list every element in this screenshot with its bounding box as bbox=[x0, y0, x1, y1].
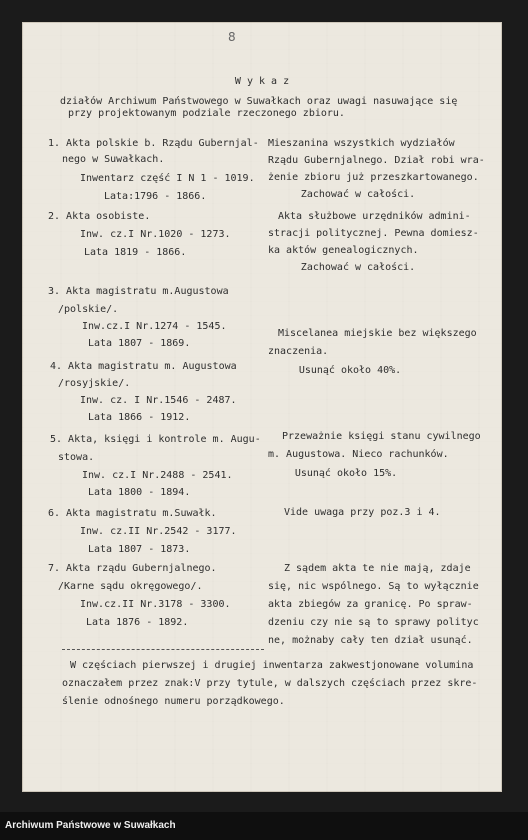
archive-watermark-text: Archiwum Państwowe w Suwałkach bbox=[5, 820, 176, 831]
right-line-9: Miscelanea miejskie bez większego bbox=[278, 328, 477, 339]
right-line-12: Przeważnie księgi stanu cywilnego bbox=[282, 431, 481, 442]
right-line-11: Usunąć około 40%. bbox=[298, 365, 402, 376]
left-line-16: 5. Akta, księgi i kontrole m. Augu- bbox=[50, 434, 261, 445]
footer-note-2: oznaczałem przez znak:V przy tytule, w dalszych częściach przez skre- bbox=[62, 678, 478, 689]
right-line-10: znaczenia. bbox=[268, 346, 329, 357]
right-line-20: ne, możnaby cały ten dział usunąć. bbox=[268, 635, 473, 646]
left-line-17: stowa. bbox=[58, 452, 95, 463]
right-line-3: żenie zbioru już przeszkartowanego. bbox=[268, 172, 479, 183]
right-line-5: Akta służbowe urzędników admini- bbox=[278, 211, 471, 222]
left-line-7: Lata 1819 - 1866. bbox=[84, 247, 187, 258]
right-line-6: stracji politycznej. Pewna domiesz- bbox=[268, 228, 479, 239]
left-line-8: 3. Akta magistratu m.Augustowa bbox=[48, 286, 229, 297]
top-mark: 8 bbox=[228, 30, 236, 44]
right-line-14: Usunąć około 15%. bbox=[294, 468, 398, 479]
left-line-25: Inw.cz.II Nr.3178 - 3300. bbox=[80, 599, 231, 610]
intro-line-1: działów Archiwum Państwowego w Suwałkach oraz uwagi nasuwające się bbox=[60, 96, 458, 107]
left-line-1: 1. Akta polskie b. Rządu Gubernjal- bbox=[48, 138, 259, 149]
right-line-16: Z sądem akta te nie mają, zdaje bbox=[284, 563, 471, 574]
left-line-13: /rosyjskie/. bbox=[58, 378, 131, 389]
left-line-19: Lata 1800 - 1894. bbox=[88, 487, 191, 498]
left-line-3: Inwentarz część I N 1 - 1019. bbox=[80, 173, 255, 184]
left-line-11: Lata 1807 - 1869. bbox=[88, 338, 191, 349]
right-line-8: Zachować w całości. bbox=[300, 262, 416, 273]
right-line-2: Rządu Gubernjalnego. Dział robi wra- bbox=[268, 155, 485, 166]
left-line-4: Lata:1796 - 1866. bbox=[104, 191, 207, 202]
left-line-12: 4. Akta magistratu m. Augustowa bbox=[50, 361, 237, 372]
left-line-5: 2. Akta osobiste. bbox=[48, 211, 151, 222]
left-line-24: /Karne sądu okręgowego/. bbox=[58, 581, 203, 592]
footer-note-1: W częściach pierwszej i drugiej inwentarza zakwestjonowane volumina bbox=[70, 660, 474, 671]
left-line-23: 7. Akta rządu Gubernjalnego. bbox=[48, 563, 217, 574]
left-line-21: Inw. cz.II Nr.2542 - 3177. bbox=[80, 526, 237, 537]
left-line-22: Lata 1807 - 1873. bbox=[88, 544, 191, 555]
left-line-14: Inw. cz. I Nr.1546 - 2487. bbox=[80, 395, 237, 406]
intro-line-2: przy projektowanym podziale rzeczonego zbioru. bbox=[68, 108, 345, 119]
right-line-7: ka aktów genealogicznych. bbox=[268, 245, 419, 256]
archive-footer bbox=[0, 812, 528, 840]
left-line-18: Inw. cz.I Nr.2488 - 2541. bbox=[82, 470, 233, 481]
right-line-18: akta zbiegów za granicę. Po spraw- bbox=[268, 599, 473, 610]
left-line-20: 6. Akta magistratu m.Suwałk. bbox=[48, 508, 217, 519]
left-line-9: /polskie/. bbox=[58, 304, 119, 315]
right-line-13: m. Augustowa. Nieco rachunków. bbox=[268, 449, 449, 460]
document-title: W y k a z bbox=[234, 76, 290, 87]
right-line-19: dzeniu czy nie są to sprawy polityc bbox=[268, 617, 479, 628]
footer-note-3: ślenie odnośnego numeru porządkowego. bbox=[62, 696, 285, 707]
left-line-2: nego w Suwałkach. bbox=[62, 154, 165, 165]
separator-line bbox=[62, 649, 264, 650]
left-line-6: Inw. cz.I Nr.1020 - 1273. bbox=[80, 229, 231, 240]
left-line-10: Inw.cz.I Nr.1274 - 1545. bbox=[82, 321, 227, 332]
right-line-17: się, nic wspólnego. Są to wyłącznie bbox=[268, 581, 479, 592]
right-line-4: Zachować w całości. bbox=[300, 189, 416, 200]
left-line-26: Lata 1876 - 1892. bbox=[86, 617, 189, 628]
document-page bbox=[22, 22, 502, 792]
right-line-1: Mieszanina wszystkich wydziałów bbox=[268, 138, 455, 149]
right-line-15: Vide uwaga przy poz.3 i 4. bbox=[284, 507, 441, 518]
left-line-15: Lata 1866 - 1912. bbox=[88, 412, 191, 423]
